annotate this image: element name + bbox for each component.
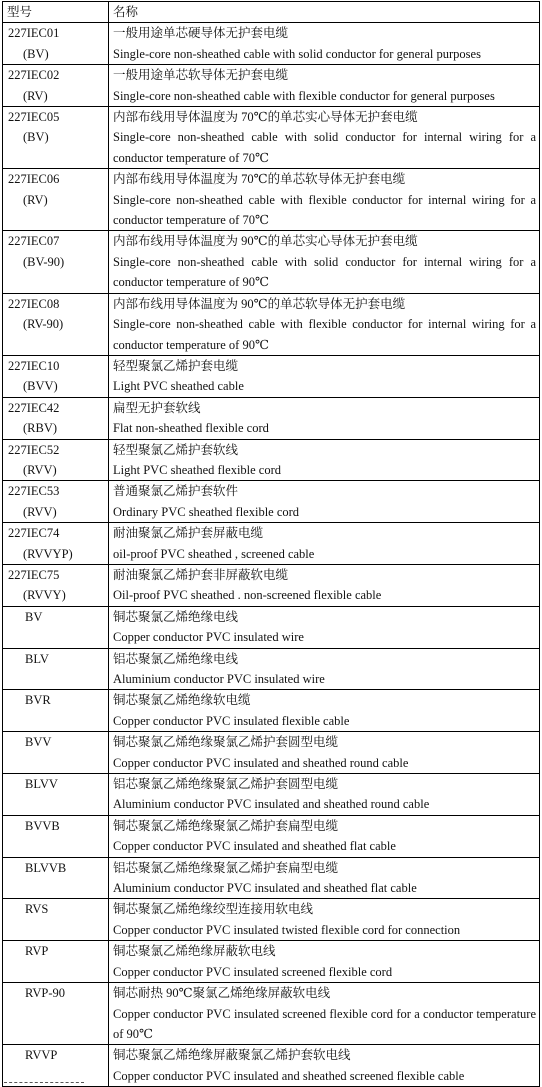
name-english: Copper conductor PVC insulated flexible cable	[113, 713, 350, 728]
model-cell	[3, 899, 109, 941]
name-cell	[109, 774, 540, 816]
model-cell	[3, 231, 109, 293]
name-cell	[109, 523, 540, 565]
name-cell	[109, 293, 540, 355]
model-code: 227IEC06	[8, 172, 60, 187]
model-cell	[3, 439, 109, 481]
name-chinese: 一般用途单芯硬导体无护套电缆	[113, 26, 289, 41]
name-cell	[109, 564, 540, 606]
model-alias: (RV)	[23, 192, 48, 207]
model-cell	[3, 857, 109, 899]
table-row	[3, 107, 540, 169]
model-cell	[3, 941, 109, 983]
name-chinese: 铜芯聚氯乙烯绝缘绞型连接用软电线	[113, 902, 314, 917]
model-code: 227IEC02	[8, 68, 60, 83]
name-chinese: 铜芯聚氯乙烯绝缘屏蔽软电线	[113, 944, 276, 959]
model-alias: (BVV)	[23, 379, 58, 394]
name-english: Light PVC sheathed cable	[113, 379, 244, 394]
model-code: BVV	[25, 735, 52, 750]
table-header-row	[3, 2, 540, 23]
table-body	[3, 23, 540, 1087]
name-cell	[109, 857, 540, 899]
model-cell	[3, 1045, 109, 1087]
table-row	[3, 690, 540, 732]
name-english: Ordinary PVC sheathed flexible cord	[113, 504, 300, 519]
model-alias: (RVV)	[23, 462, 57, 477]
name-chinese: 铝芯聚氯乙烯绝缘聚氯乙烯护套扁型电缆	[113, 860, 339, 875]
name-chinese: 轻型聚氯乙烯护套软线	[113, 442, 239, 457]
model-alias: (RVVYP)	[23, 546, 73, 561]
name-cell	[109, 23, 540, 65]
model-code: RVP	[25, 944, 49, 959]
name-english: Aluminium conductor PVC insulated and sheathed round cable	[113, 797, 430, 812]
name-english: Flat non-sheathed flexible cord	[113, 421, 269, 436]
model-cell	[3, 732, 109, 774]
model-alias: (RV-90)	[23, 317, 64, 332]
name-chinese: 一般用途单芯软导体无护套电缆	[113, 68, 289, 83]
model-code: BV	[25, 609, 43, 624]
name-english: Single-core non-sheathed cable with solid conductor for internal wiring for a conductor temperature of 90℃	[113, 254, 536, 290]
model-code: 227IEC07	[8, 234, 60, 249]
model-code: BVR	[25, 693, 51, 708]
name-english: oil-proof PVC sheathed , screened cable	[113, 546, 315, 561]
model-code: 227IEC08	[8, 296, 60, 311]
model-cell	[3, 355, 109, 397]
name-chinese: 普通聚氯乙烯护套软件	[113, 484, 239, 499]
name-chinese: 铝芯聚氯乙烯绝缘电线	[113, 651, 239, 666]
model-cell	[3, 606, 109, 648]
name-cell	[109, 815, 540, 857]
table-row	[3, 65, 540, 107]
name-cell	[109, 65, 540, 107]
table-row	[3, 439, 540, 481]
model-cell	[3, 983, 109, 1045]
model-cell	[3, 23, 109, 65]
table-row	[3, 169, 540, 231]
model-cell	[3, 169, 109, 231]
name-chinese: 铜芯聚氯乙烯绝缘软电缆	[113, 693, 251, 708]
name-english: Single-core non-sheathed cable with solid conductor for internal wiring for a conductor temperature of 70℃	[113, 130, 536, 165]
name-english: Single-core non-sheathed cable with flexible conductor for general purposes	[113, 88, 495, 103]
name-english: Oil-proof PVC sheathed . non-screened flexible cable	[113, 588, 382, 603]
name-english: Aluminium conductor PVC insulated wire	[113, 672, 325, 686]
model-cell	[3, 648, 109, 690]
model-alias: (RV)	[23, 88, 48, 103]
table-row	[3, 355, 540, 397]
model-code: 227IEC53	[8, 484, 60, 499]
model-code: 227IEC05	[8, 110, 60, 125]
name-english: Single-core non-sheathed cable with flexible conductor for internal wiring for a conductor temperature of 90℃	[113, 317, 536, 352]
name-english: Single-core non-sheathed cable with flexible conductor for internal wiring for a conductor temperature of 70℃	[113, 192, 536, 228]
name-chinese: 耐油聚氯乙烯护套屏蔽电缆	[113, 526, 264, 541]
name-cell	[109, 606, 540, 648]
table-row	[3, 397, 540, 439]
name-english: Copper conductor PVC insulated and sheathed screened flexible cable	[113, 1068, 465, 1083]
model-code: BLV	[25, 651, 49, 666]
name-english: Copper conductor PVC insulated screened flexible cord for a conductor temperature of 90℃	[113, 1006, 536, 1041]
name-cell	[109, 648, 540, 690]
name-chinese: 耐油聚氯乙烯护套非屏蔽软电缆	[113, 567, 289, 582]
name-chinese: 扁型无护套软线	[113, 400, 201, 415]
name-chinese: 铝芯聚氯乙烯绝缘聚氯乙烯护套圆型电缆	[113, 777, 339, 792]
table-row	[3, 231, 540, 293]
table-row	[3, 606, 540, 648]
model-code: BVVB	[25, 818, 60, 833]
name-cell	[109, 231, 540, 293]
model-alias: (RVV)	[23, 504, 57, 519]
name-chinese: 铜芯聚氯乙烯绝缘聚氯乙烯护套扁型电缆	[113, 818, 339, 833]
name-chinese: 内部布线用导体温度为 90℃的单芯软导体无护套电缆	[113, 296, 406, 311]
name-english: Single-core non-sheathed cable with solid conductor for general purposes	[113, 46, 481, 61]
model-alias: (BV-90)	[23, 254, 65, 269]
name-cell	[109, 481, 540, 523]
table-row	[3, 1045, 540, 1087]
name-english: Copper conductor PVC insulated wire	[113, 630, 304, 645]
name-chinese: 内部布线用导体温度为 90℃的单芯实心导体无护套电缆	[113, 234, 418, 249]
model-alias: (BV)	[23, 46, 49, 61]
model-code: RVVP	[25, 1048, 58, 1063]
name-chinese: 内部布线用导体温度为 70℃的单芯软导体无护套电缆	[113, 172, 406, 187]
name-cell	[109, 899, 540, 941]
name-cell	[109, 1045, 540, 1087]
model-code: 227IEC01	[8, 26, 60, 41]
table-row	[3, 815, 540, 857]
model-code: 227IEC75	[8, 567, 60, 582]
table-row	[3, 983, 540, 1045]
table-row	[3, 732, 540, 774]
model-cell	[3, 293, 109, 355]
name-cell	[109, 983, 540, 1045]
name-english: Copper conductor PVC insulated and sheathed flat cable	[113, 839, 396, 854]
model-code: 227IEC42	[8, 400, 60, 415]
model-code: 227IEC52	[8, 442, 60, 457]
name-english: Copper conductor PVC insulated twisted flexible cord for connection	[113, 922, 461, 937]
page-bottom-divider	[4, 1082, 84, 1083]
table-row	[3, 523, 540, 565]
name-cell	[109, 439, 540, 481]
model-code: 227IEC74	[8, 526, 60, 541]
table-row	[3, 293, 540, 355]
model-code: BLVVB	[25, 860, 67, 875]
name-english: Copper conductor PVC insulated screened flexible cord	[113, 964, 393, 979]
name-cell	[109, 690, 540, 732]
model-alias: (BV)	[23, 130, 49, 145]
name-cell	[109, 107, 540, 169]
table-row	[3, 564, 540, 606]
name-chinese: 铜芯聚氯乙烯绝缘聚氯乙烯护套圆型电缆	[113, 735, 339, 750]
table-row	[3, 857, 540, 899]
name-english: Aluminium conductor PVC insulated and sheathed flat cable	[113, 881, 417, 896]
model-cell	[3, 523, 109, 565]
model-code: 227IEC10	[8, 358, 60, 373]
name-chinese: 铜芯聚氯乙烯绝缘屏蔽聚氯乙烯护套软电线	[113, 1048, 351, 1063]
table-row	[3, 941, 540, 983]
table-row	[3, 481, 540, 523]
name-chinese: 轻型聚氯乙烯护套电缆	[113, 358, 239, 373]
name-cell	[109, 941, 540, 983]
model-cell	[3, 690, 109, 732]
name-english: Light PVC sheathed flexible cord	[113, 462, 282, 477]
name-cell	[109, 397, 540, 439]
cable-spec-table	[2, 1, 540, 1087]
name-chinese: 铜芯耐热 90℃聚氯乙烯绝缘屏蔽软电线	[113, 986, 331, 1001]
model-alias: (RVVY)	[23, 588, 66, 603]
name-cell	[109, 732, 540, 774]
table-row	[3, 23, 540, 65]
model-cell	[3, 107, 109, 169]
header-name: 名称	[109, 2, 540, 23]
table-row	[3, 899, 540, 941]
name-cell	[109, 355, 540, 397]
model-code: RVP-90	[25, 986, 65, 1001]
name-chinese: 内部布线用导体温度为 70℃的单芯实心导体无护套电缆	[113, 110, 418, 125]
model-cell	[3, 774, 109, 816]
model-code: RVS	[25, 902, 49, 917]
name-chinese: 铜芯聚氯乙烯绝缘电线	[113, 609, 239, 624]
model-cell	[3, 397, 109, 439]
model-cell	[3, 815, 109, 857]
name-cell	[109, 169, 540, 231]
model-cell	[3, 564, 109, 606]
model-cell	[3, 65, 109, 107]
model-cell	[3, 481, 109, 523]
name-english: Copper conductor PVC insulated and sheathed round cable	[113, 755, 409, 770]
model-alias: (RBV)	[23, 421, 58, 436]
model-code: BLVV	[25, 777, 58, 792]
table-row	[3, 774, 540, 816]
table-row	[3, 648, 540, 690]
header-model: 型号	[3, 2, 109, 23]
